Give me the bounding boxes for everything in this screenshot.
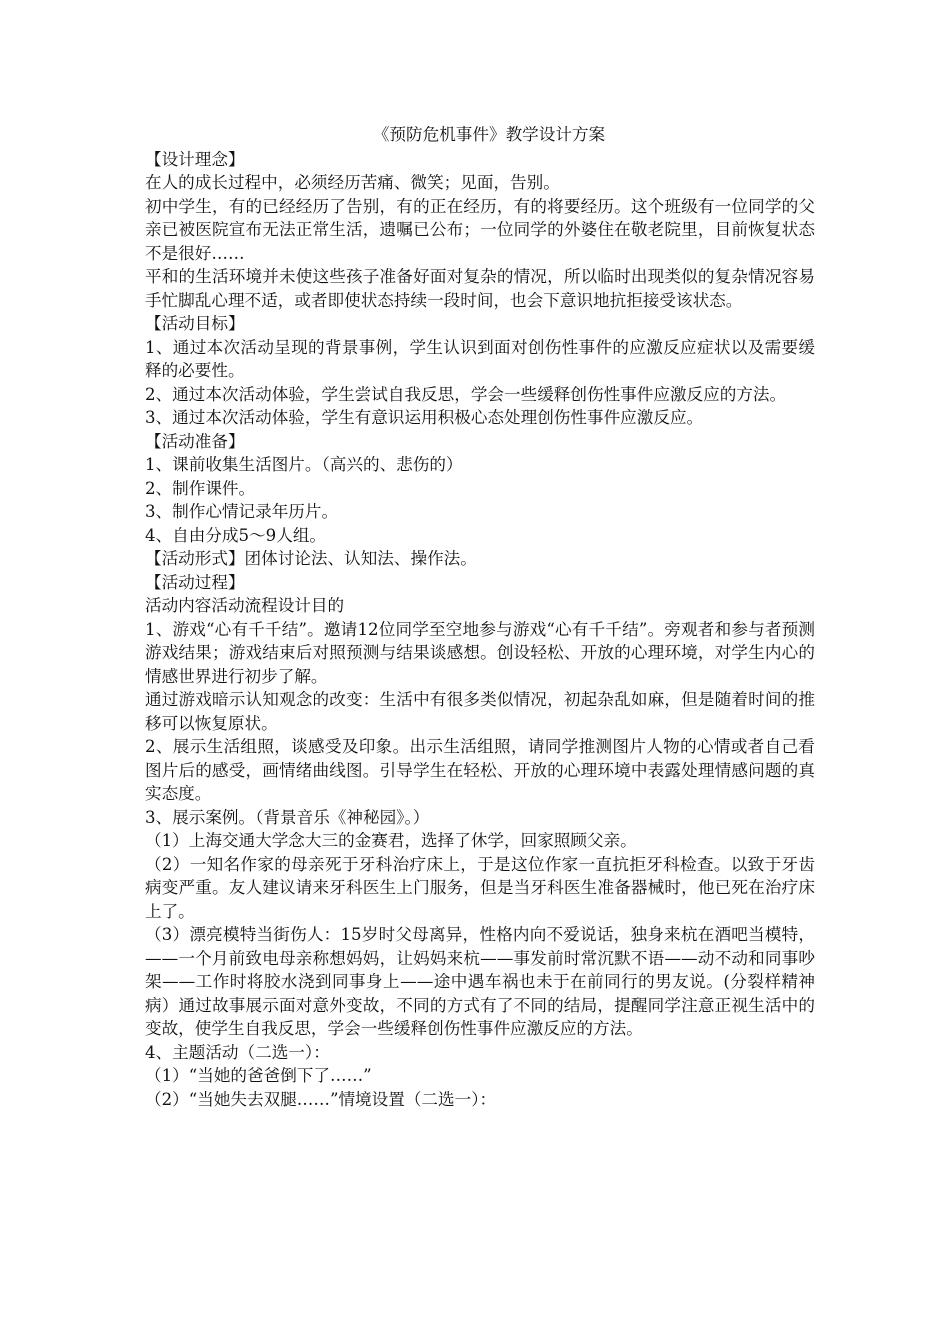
paragraph: 在人的成长过程中，必须经历苦痛、微笑；见面，告别。 (145, 173, 560, 192)
document-page (145, 123, 815, 1111)
heading-activity-process: 【活动过程】 (145, 572, 245, 592)
heading-design-concept: 【设计理念】 (145, 149, 245, 169)
list-item: 1、通过本次活动呈现的背景事例，学生认识到面对创伤性事件的应激反应症状以及需要缓释的必要性。 (145, 337, 815, 380)
list-item: （2）“当她失去双腿……”情境设置（二选一）： (145, 1089, 497, 1109)
list-item: 2、通过本次活动体验，学生尝试自我反思，学会一些缓释创伤性事件应激反应的方法。 (145, 384, 787, 404)
paragraph: 3、展示案例。（背景音乐《神秘园》。） (145, 807, 430, 827)
heading-activity-preparation: 【活动准备】 (145, 431, 245, 451)
list-item: 4、自由分成5～9人组。 (145, 525, 327, 545)
paragraph: 4、主题活动（二选一）： (145, 1042, 330, 1062)
list-item: 2、制作课件。 (145, 478, 256, 498)
list-item: 1、课前收集生活图片。（高兴的、悲伤的） (145, 455, 463, 474)
list-item: （1）“当她的爸爸倒下了……” (145, 1066, 372, 1085)
paragraph: 平和的生活环境并未使这些孩子准备好面对复杂的情况，所以临时出现类似的复杂情况容易手忙脚乱心理不适，或者即使状态持续一段时间，也会下意识地抗拒接受该状态。 (145, 267, 815, 310)
list-item: （1）上海交通大学念大三的金赛君，选择了休学，回家照顾父亲。 (145, 831, 637, 850)
list-item: （2）一知名作家的母亲死于牙科治疗床上，于是这位作家一直抗拒牙科检查。以致于牙齿病变严重。友人建议请来牙科医生上门服务，但是当牙科医生准备器械时，他已死在治疗床上了。 (145, 854, 815, 921)
heading-activity-form: 【活动形式】团体讨论法、认知法、操作法。 (145, 549, 477, 568)
list-item: 3、制作心情记录年历片。 (145, 502, 339, 521)
paragraph: 2、展示生活组照，谈感受及印象。出示生活组照，请同学推测图片人物的心情或者自己看图片后的感受，画情绪曲线图。引导学生在轻松、开放的心理环境中表露处理情感问题的真实态度。 (145, 737, 815, 803)
paragraph: 初中学生，有的已经经历了告别，有的正在经历，有的将要经历。这个班级有一位同学的父亲已被医院宣布无法正常生活，遗嘱已公布；一位同学的外婆住在敬老院里，目前恢复状态不是很好…… (145, 196, 815, 263)
document-title: 《预防危机事件》教学设计方案 (372, 125, 606, 144)
paragraph: 通过游戏暗示认知观念的改变：生活中有很多类似情况，初起杂乱如麻，但是随着时间的推移可以恢复原状。 (145, 690, 815, 733)
paragraph: 1、游戏“心有千千结”。邀请12位同学至空地参与游戏“心有千千结”。旁观者和参与者预测游戏结果；游戏结束后对照预测与结果谈感想。创设轻松、开放的心理环境，对学生内心的情感世界进行初步了解。 (145, 619, 815, 686)
list-item: （3）漂亮模特当街伤人：15岁时父母离异，性格内向不爱说话，独身来杭在酒吧当模特，——一个月前致电母亲称想妈妈，让妈妈来杭——事发前时常沉默不语——动不动和同事吵架——工作时将胶水浇到同事身上——途中遇车祸也未于在前同行的男友说。(分裂样精神病）通过故事展示面对意外变故，不同的方式有了不同的结局，提醒同学注意正视生活中的变故，使学生自我反思，学会一些缓释创伤性事件应激反应的方法。 (145, 925, 815, 1038)
paragraph: 活动内容活动流程设计目的 (145, 596, 345, 615)
list-item: 3、通过本次活动体验，学生有意识运用积极心态处理创伤性事件应激反应。 (145, 408, 704, 427)
heading-activity-goals: 【活动目标】 (145, 314, 245, 333)
